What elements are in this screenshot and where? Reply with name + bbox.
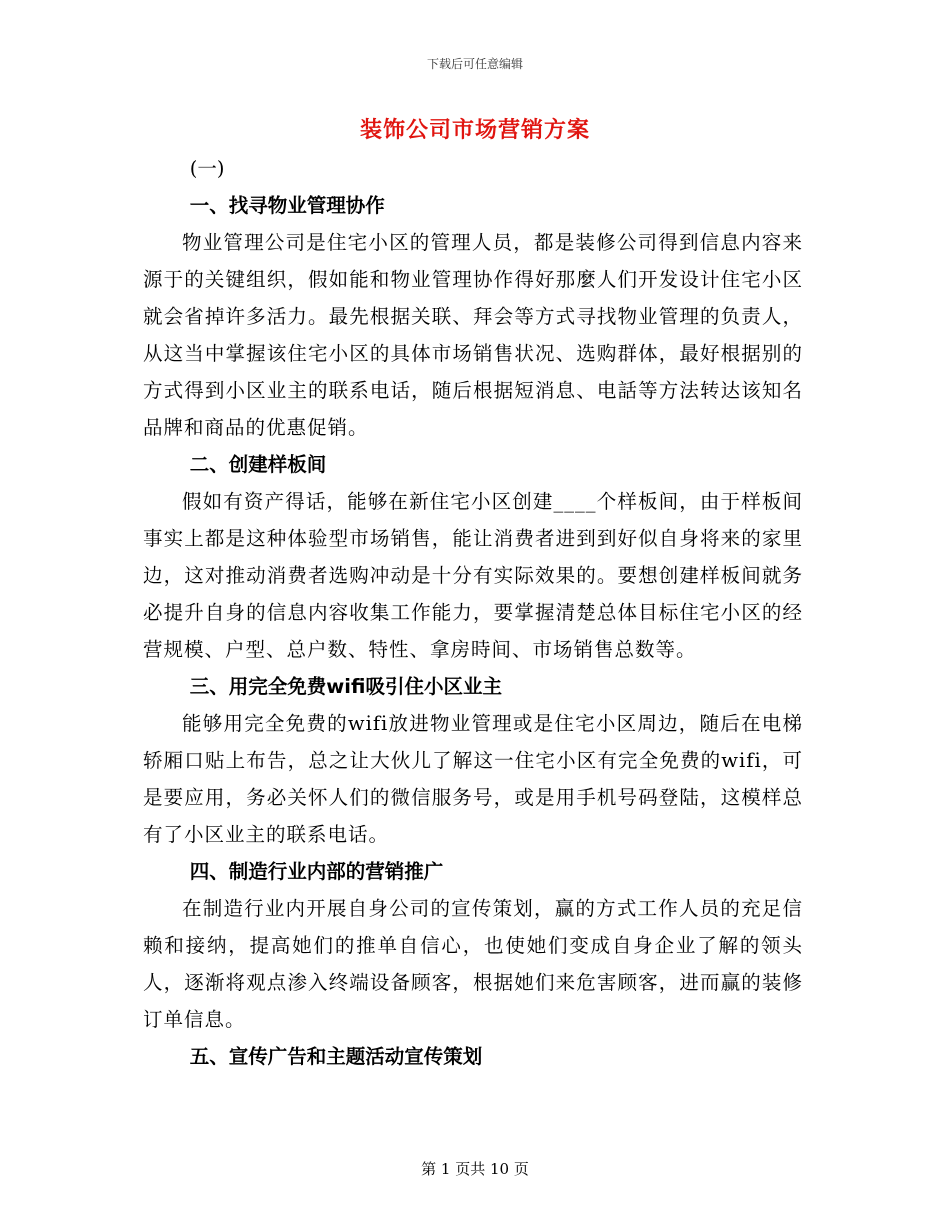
document-title: 装饰公司市场营销方案 xyxy=(359,118,590,143)
section-heading-3: 三、用完全免费wifi吸引住小区业主 xyxy=(189,675,502,698)
section-body-1: 物业管理公司是住宅小区的管理人员，都是装修公司得到信息内容来源于的关键组织，假如能和物业管理协作得好那麼人们开发设计住宅小区就会省掉许多活力。最先根据关联、拜会等方式寻找物业管理的负责人，从这当中掌握该住宅小区的具体市场销售状况、选购群体，最好根据别的方式得到小区业主的联系电话，随后根据短消息、电話等方法转达该知名品牌和商品的优惠促销。 xyxy=(143,231,803,439)
section-heading-5: 五、宣传广告和主题活动宣传策划 xyxy=(189,1045,483,1068)
section-body-4: 在制造行业内开展自身公司的宣传策划，赢的方式工作人员的充足信赖和接纳，提高她们的推单自信心，也使她们变成自身企业了解的领头人，逐渐将观点渗入终端设备顾客，根据她们来危害顾客，进而赢的装修订单信息。 xyxy=(143,897,803,1031)
section-heading-1: 一、找寻物业管理协作 xyxy=(189,194,385,217)
section-heading-2: 二、创建样板间 xyxy=(189,453,327,476)
page-footer: 第 1 页共 10 页 xyxy=(421,1160,529,1178)
section-body-2: 假如有资产得话，能够在新住宅小区创建____个样板间，由于样板间事实上都是这种体验型市场销售，能让消费者进到到好似自身将来的家里边，这对推动消费者选购冲动是十分有实际效果的。要想创建样板间就务必提升自身的信息内容收集工作能力，要掌握清楚总体目标住宅小区的经营规模、户型、总户数、特性、拿房時间、市场销售总数等。 xyxy=(143,490,803,661)
document-subtitle: (一) xyxy=(189,157,225,180)
section-body-3: 能够用完全免费的wifi放进物业管理或是住宅小区周边，随后在电梯轿厢口贴上布告，总之让大伙儿了解这一住宅小区有完全免费的wifi，可是要应用，务必关怀人们的微信服务号，或是用手机号码登陆，这模样总有了小区业主的联系电话。 xyxy=(143,712,803,846)
page-header: 下载后可任意编辑 xyxy=(426,57,523,71)
section-heading-4: 四、制造行业内部的营销推广 xyxy=(189,860,444,883)
document-body xyxy=(143,150,803,1075)
